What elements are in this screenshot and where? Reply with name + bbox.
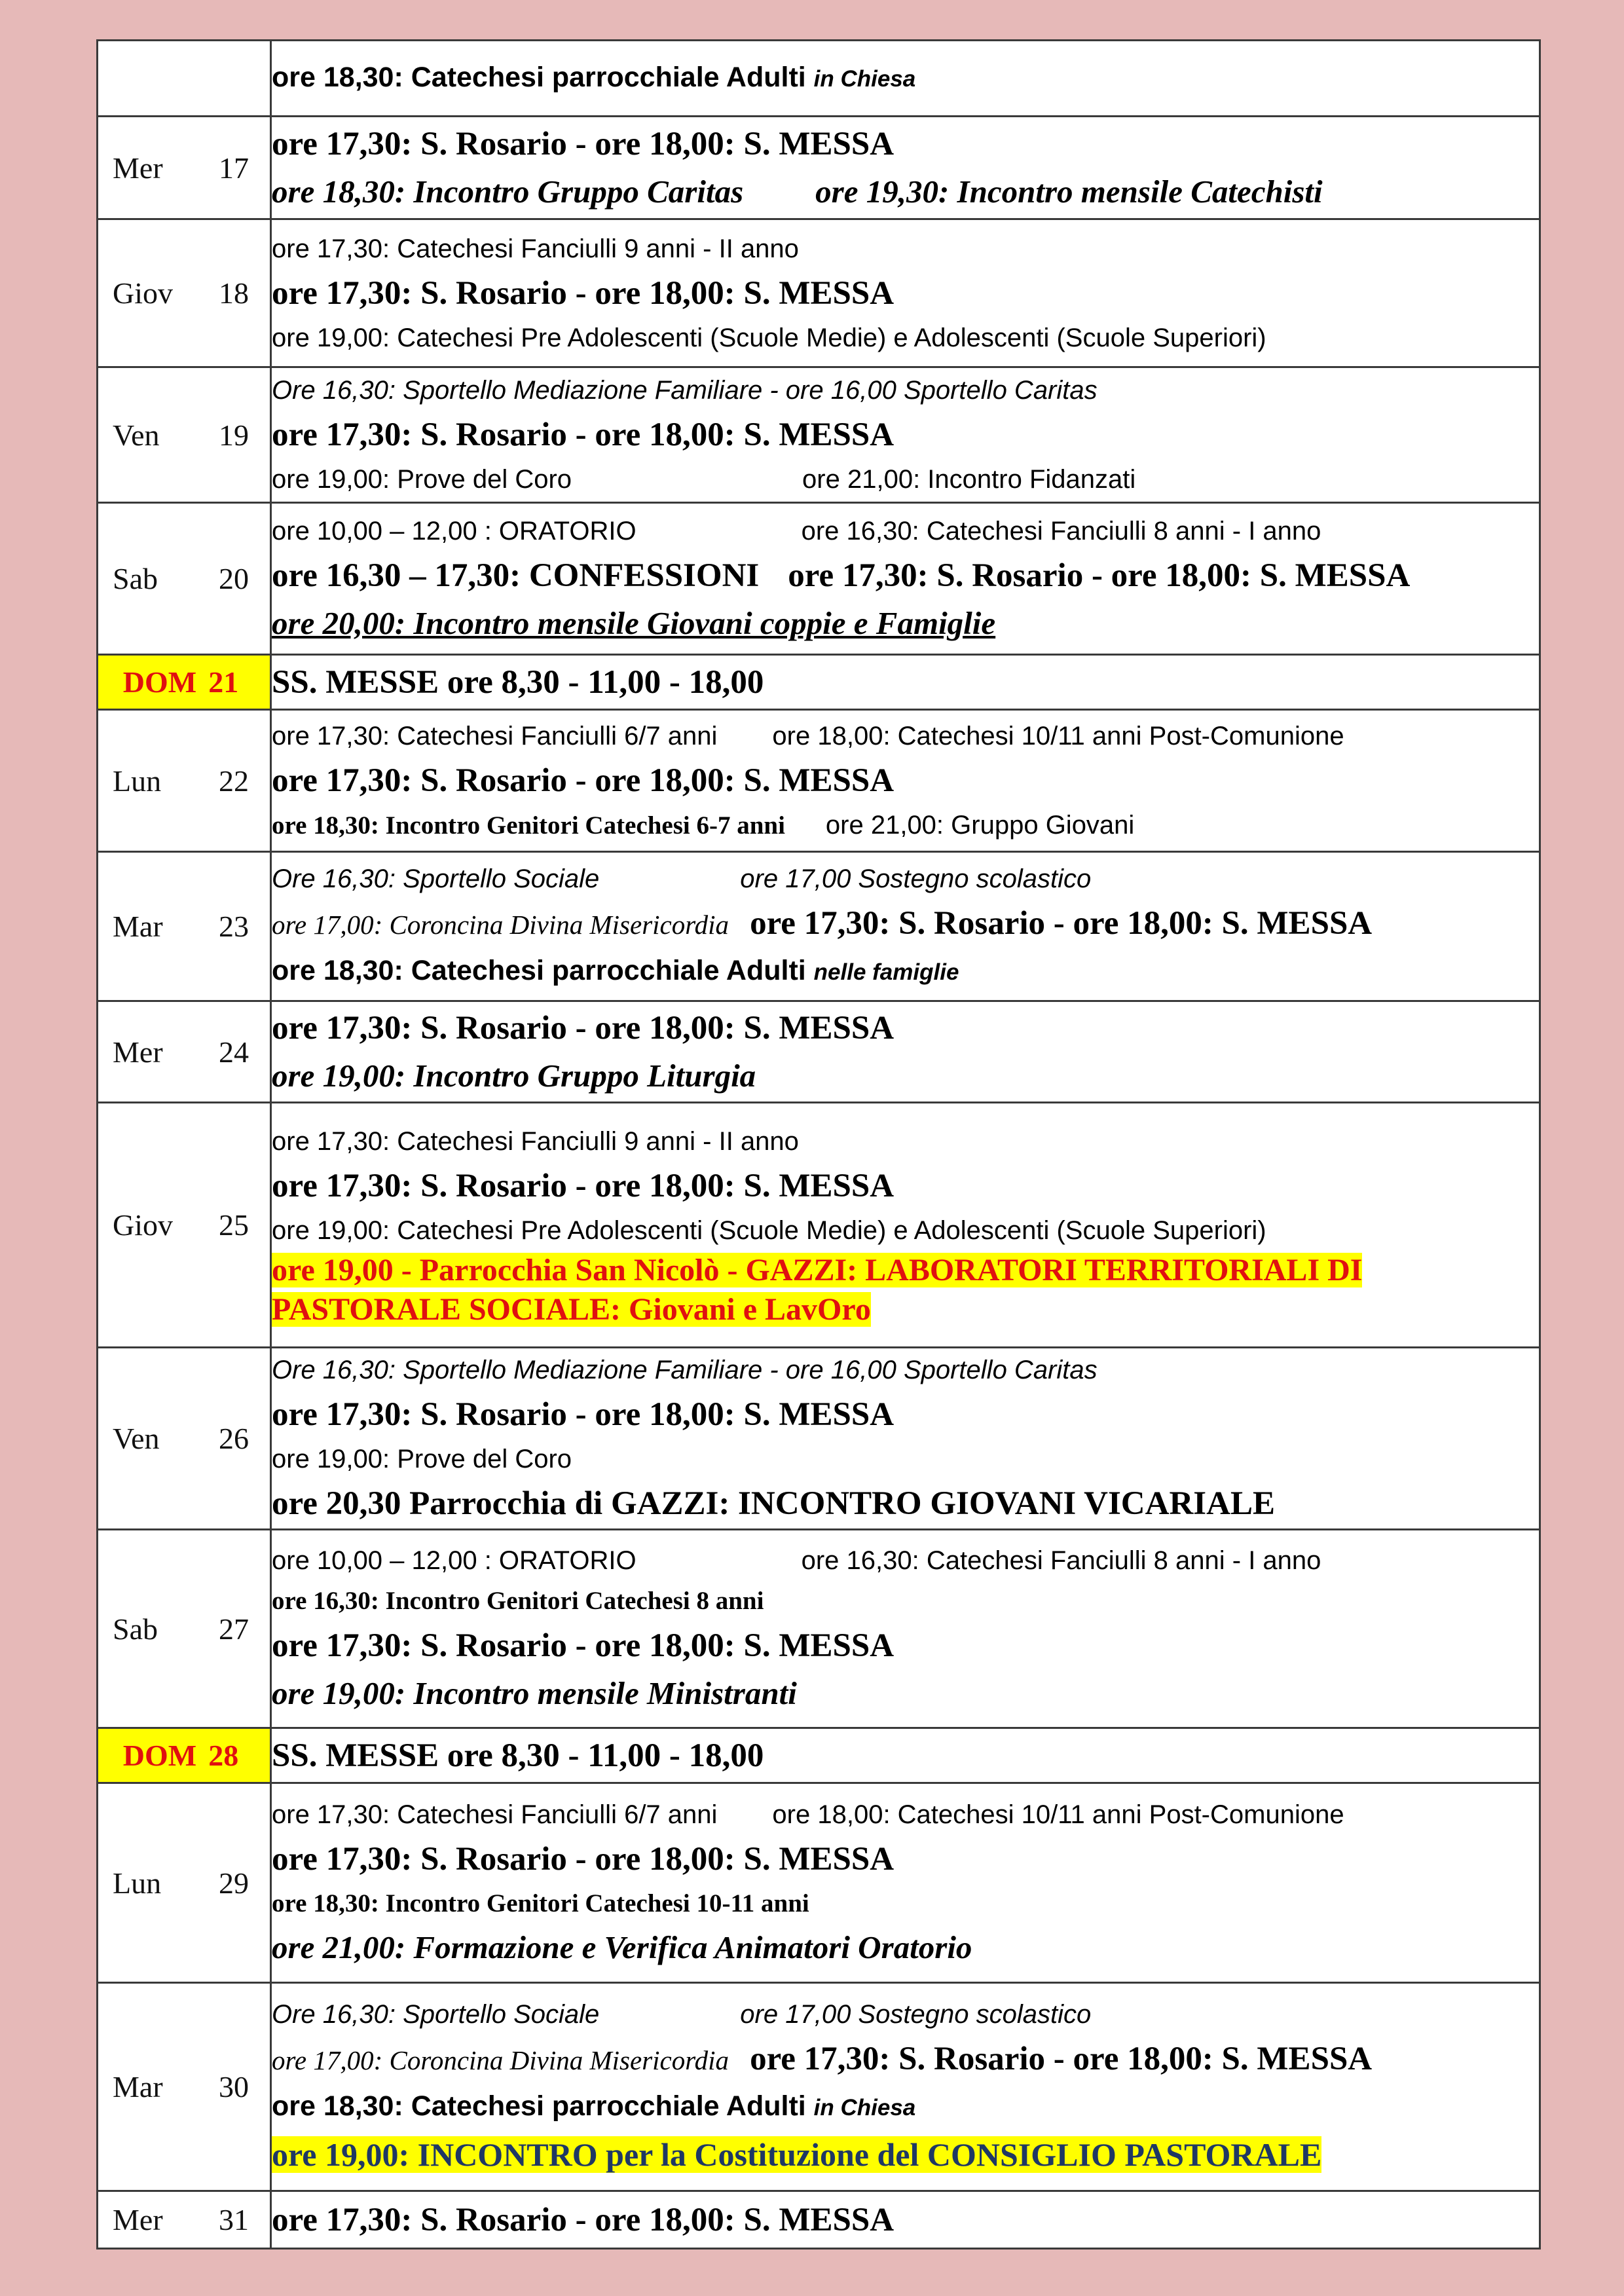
day-name: Giov xyxy=(113,1208,173,1242)
event-line: Ore 16,30: Sportello Mediazione Familiare - ore 16,00 Sportello Caritas xyxy=(272,1355,1098,1384)
mass-line: SS. MESSE ore 8,30 - 11,00 - 18,00 xyxy=(272,663,764,701)
day-name: Lun xyxy=(113,764,162,798)
events-cell xyxy=(271,1983,1540,2191)
mass-line: SS. MESSE ore 8,30 - 11,00 - 18,00 xyxy=(272,1737,764,1774)
event-note: in Chiesa xyxy=(813,2095,916,2120)
day-cell xyxy=(98,1983,271,2191)
day-name: Ven xyxy=(113,418,160,452)
day-name: Mer xyxy=(113,1035,163,1069)
events-cell xyxy=(271,852,1540,1001)
mass-line xyxy=(272,551,1539,600)
event-line: ore 16,30: Incontro Genitori Catechesi 8 anni xyxy=(272,1587,764,1615)
event-line: ore 19,00: Incontro Gruppo Liturgia xyxy=(272,1058,756,1094)
event-text: ore 16,30 – 17,30: CONFESSIONI xyxy=(272,557,760,594)
event-text: ore 18,30: Catechesi parrocchiale Adulti xyxy=(272,62,814,93)
event-line: ore 21,00: Formazione e Verifica Animatori Oratorio xyxy=(272,1929,972,1965)
events-cell xyxy=(271,219,1540,367)
day-cell xyxy=(98,1348,271,1530)
event-text: PASTORALE SOCIALE: Giovani e LavOro xyxy=(272,1291,871,1327)
day-number: 26 xyxy=(219,1422,249,1455)
events-cell xyxy=(271,1103,1540,1348)
event-line: ore 17,30: Catechesi Fanciulli 9 anni - II anno xyxy=(272,234,799,263)
day-number: 17 xyxy=(219,151,249,185)
event-text: ore 21,00: Incontro Fidanzati xyxy=(802,465,1136,494)
event-text: ore 17,30: Catechesi Fanciulli 6/7 anni xyxy=(272,1800,718,1829)
day-number: 23 xyxy=(219,910,249,943)
day-cell xyxy=(98,117,271,219)
event-line: ore 19,00: Prove del Coro xyxy=(272,1444,572,1473)
day-name: DOM xyxy=(122,1739,197,1772)
event-note: nelle famiglie xyxy=(813,959,959,985)
calendar-table xyxy=(96,39,1541,2250)
event-line xyxy=(272,805,1539,846)
table-row xyxy=(98,1983,1540,2191)
day-number: 20 xyxy=(219,562,249,595)
event-text: ore 17,30: Catechesi Fanciulli 6/7 anni xyxy=(272,721,718,750)
event-line xyxy=(272,459,1539,500)
event-text: ore 18,00: Catechesi 10/11 anni Post-Comunione xyxy=(772,1800,1344,1829)
event-text: ore 10,00 – 12,00 : ORATORIO xyxy=(272,1546,637,1575)
event-line: ore 19,00: Catechesi Pre Adolescenti (Scuole Medie) e Adolescenti (Scuole Superiori) xyxy=(272,1215,1266,1245)
table-row xyxy=(98,1530,1540,1728)
event-text: ore 10,00 – 12,00 : ORATORIO xyxy=(272,516,637,546)
mass-line: ore 17,30: S. Rosario - ore 18,00: S. MESSA xyxy=(272,1396,895,1433)
mass-line: ore 17,30: S. Rosario - ore 18,00: S. MESSA xyxy=(272,274,895,312)
event-line: ore 19,00: Incontro mensile Ministranti xyxy=(272,1675,797,1711)
table-row xyxy=(98,852,1540,1001)
table-row xyxy=(98,1001,1540,1103)
day-number: 25 xyxy=(219,1208,249,1242)
mass-line: ore 17,30: S. Rosario - ore 18,00: S. MESSA xyxy=(272,126,895,162)
events-cell xyxy=(271,117,1540,219)
mass-line xyxy=(272,899,1539,949)
day-cell xyxy=(98,1530,271,1728)
events-cell xyxy=(271,1783,1540,1983)
table-row xyxy=(98,219,1540,367)
table-row xyxy=(98,655,1540,710)
day-name: Mar xyxy=(113,2070,163,2103)
mass-line: ore 17,30: S. Rosario - ore 18,00: S. MESSA xyxy=(272,1010,895,1046)
day-cell xyxy=(98,1783,271,1983)
mass-line: ore 17,30: S. Rosario - ore 18,00: S. MESSA xyxy=(272,1627,895,1664)
day-cell xyxy=(98,1728,271,1783)
day-cell xyxy=(98,2191,271,2249)
mass-line xyxy=(272,2035,1539,2084)
day-name: Mar xyxy=(113,910,163,943)
mass-line: ore 17,30: S. Rosario - ore 18,00: S. MESSA xyxy=(272,1167,895,1204)
event-text: ore 16,30: Catechesi Fanciulli 8 anni - I anno xyxy=(801,516,1321,546)
event-text: ore 17,30: S. Rosario - ore 18,00: S. MESSA xyxy=(750,2041,1373,2077)
event-text: ore 17,00 Sostegno scolastico xyxy=(740,2000,1092,2029)
event-line xyxy=(272,2084,1539,2130)
events-cell xyxy=(271,2191,1540,2249)
event-text: ore 19,30: Incontro mensile Catechisti xyxy=(815,174,1323,210)
day-number: 31 xyxy=(219,2203,249,2236)
table-row xyxy=(98,2191,1540,2249)
event-line: ore 17,30: Catechesi Fanciulli 9 anni - II anno xyxy=(272,1126,799,1156)
event-line xyxy=(272,168,1539,215)
event-text: ore 19,00: INCONTRO per la Costituzione del CONSIGLIO PASTORALE xyxy=(272,2136,1322,2173)
day-cell xyxy=(98,503,271,655)
day-cell xyxy=(98,710,271,852)
day-name: DOM xyxy=(122,665,197,699)
day-cell xyxy=(98,367,271,503)
table-row xyxy=(98,503,1540,655)
day-name: Mer xyxy=(113,2203,163,2236)
day-number: 21 xyxy=(208,665,239,699)
day-number: 27 xyxy=(219,1612,249,1646)
day-number: 29 xyxy=(219,1866,249,1900)
events-cell xyxy=(271,41,1540,117)
event-text: ore 19,00: Prove del Coro xyxy=(272,465,572,494)
event-text: ore 18,30: Catechesi parrocchiale Adulti xyxy=(272,2090,814,2122)
event-line: ore 18,30: Incontro Genitori Catechesi 10-11 anni xyxy=(272,1889,809,1917)
event-line xyxy=(272,511,1539,551)
event-text: ore 17,30: S. Rosario - ore 18,00: S. MESSA xyxy=(788,557,1411,594)
event-line xyxy=(272,1540,1539,1581)
day-number: 28 xyxy=(208,1739,239,1772)
event-text: ore 17,30: S. Rosario - ore 18,00: S. MESSA xyxy=(750,905,1373,942)
day-cell xyxy=(98,1001,271,1103)
events-cell xyxy=(271,1001,1540,1103)
day-cell xyxy=(98,1103,271,1348)
events-cell xyxy=(271,1348,1540,1530)
event-text: ore 18,30: Incontro Gruppo Caritas xyxy=(272,174,744,210)
event-text: ore 17,00 Sostegno scolastico xyxy=(740,864,1092,893)
highlighted-event xyxy=(272,1251,1539,1290)
day-name: Giov xyxy=(113,276,173,310)
events-cell xyxy=(271,503,1540,655)
day-number: 30 xyxy=(219,2070,249,2103)
event-line xyxy=(272,56,1539,101)
event-line: ore 20,00: Incontro mensile Giovani coppie e Famiglie xyxy=(272,604,996,641)
day-number: 22 xyxy=(219,764,249,798)
day-number: 18 xyxy=(219,276,249,310)
table-row xyxy=(98,1783,1540,1983)
events-cell xyxy=(271,655,1540,710)
event-line xyxy=(272,949,1539,994)
event-text: ore 18,30: Catechesi parrocchiale Adulti xyxy=(272,955,814,986)
day-name: Mer xyxy=(113,151,163,185)
day-name: Sab xyxy=(113,1612,158,1646)
mass-line: ore 17,30: S. Rosario - ore 18,00: S. MESSA xyxy=(272,1841,895,1878)
day-name: Sab xyxy=(113,562,158,595)
mass-line: ore 17,30: S. Rosario - ore 18,00: S. MESSA xyxy=(272,417,895,453)
table-row xyxy=(98,710,1540,852)
day-cell xyxy=(98,852,271,1001)
mass-line: ore 17,30: S. Rosario - ore 18,00: S. MESSA xyxy=(272,2201,895,2238)
event-text: Ore 16,30: Sportello Sociale xyxy=(272,2000,600,2029)
table-row xyxy=(98,1348,1540,1530)
day-cell xyxy=(98,655,271,710)
event-text: ore 18,30: Incontro Genitori Catechesi 6-7 anni xyxy=(272,811,785,840)
event-text: ore 21,00: Gruppo Giovani xyxy=(825,810,1135,840)
day-name: Ven xyxy=(113,1422,160,1455)
event-line: ore 19,00: Catechesi Pre Adolescenti (Scuole Medie) e Adolescenti (Scuole Superiori) xyxy=(272,323,1266,352)
events-cell xyxy=(271,1728,1540,1783)
table-row xyxy=(98,41,1540,117)
highlighted-event xyxy=(272,2130,1539,2179)
table-row xyxy=(98,1103,1540,1348)
event-text: ore 17,00: Coroncina Divina Misericordia xyxy=(272,910,729,940)
event-text: ore 17,00: Coroncina Divina Misericordia xyxy=(272,2045,729,2075)
events-cell xyxy=(271,367,1540,503)
table-row xyxy=(98,117,1540,219)
event-line xyxy=(272,1794,1539,1835)
highlighted-event xyxy=(272,1290,1539,1329)
day-cell xyxy=(98,219,271,367)
day-name: Lun xyxy=(113,1866,162,1900)
event-text: ore 16,30: Catechesi Fanciulli 8 anni - I anno xyxy=(801,1546,1321,1575)
event-line xyxy=(272,716,1539,756)
event-line xyxy=(272,859,1539,899)
mass-line: ore 17,30: S. Rosario - ore 18,00: S. MESSA xyxy=(272,762,895,799)
day-cell xyxy=(98,41,271,117)
events-cell xyxy=(271,710,1540,852)
day-number: 24 xyxy=(219,1035,249,1069)
table-row xyxy=(98,367,1540,503)
event-line: ore 20,30 Parrocchia di GAZZI: INCONTRO GIOVANI VICARIALE xyxy=(272,1485,1275,1522)
event-text: Ore 16,30: Sportello Sociale xyxy=(272,864,600,893)
table-row xyxy=(98,1728,1540,1783)
events-cell xyxy=(271,1530,1540,1728)
event-text: ore 18,00: Catechesi 10/11 anni Post-Comunione xyxy=(772,721,1344,750)
day-number: 19 xyxy=(219,418,249,452)
event-note: in Chiesa xyxy=(813,66,916,92)
event-line: Ore 16,30: Sportello Mediazione Familiare - ore 16,00 Sportello Caritas xyxy=(272,376,1098,405)
event-text: ore 19,00 - Parrocchia San Nicolò - GAZZI: LABORATORI TERRITORIALI DI xyxy=(272,1252,1363,1287)
event-line xyxy=(272,1994,1539,2035)
